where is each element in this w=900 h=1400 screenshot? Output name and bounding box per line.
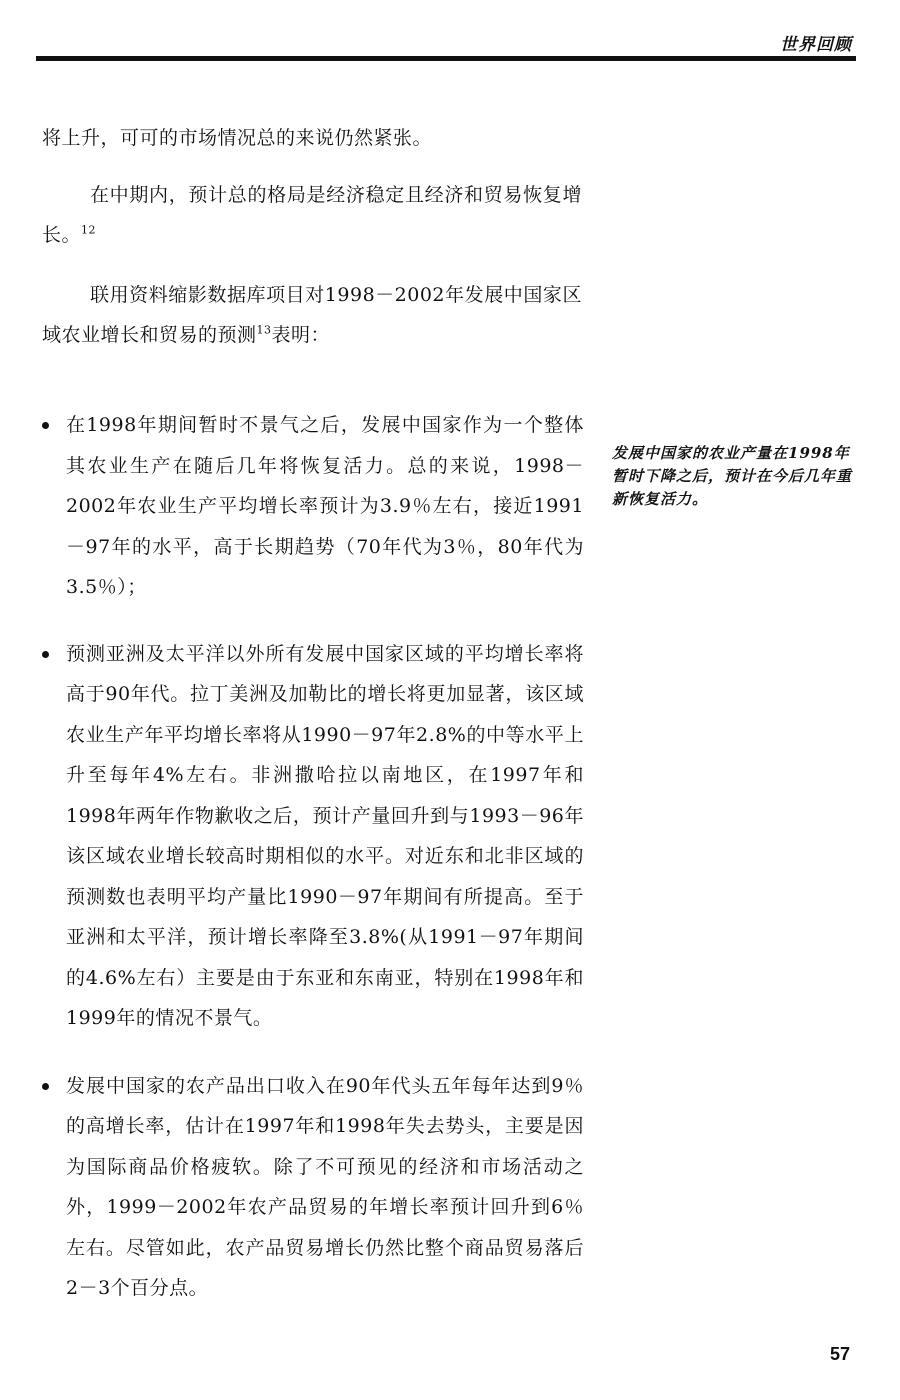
bullet-icon bbox=[42, 1083, 49, 1090]
page-number: 57 bbox=[829, 1344, 850, 1364]
header-rule bbox=[36, 56, 856, 61]
list-item-text: 在1998年期间暂时不景气之后，发展中国家作为一个整体其农业生产在随后几年将恢复活力。总的来说，1998－2002年农业生产平均增长率预计为3.9％左右，接近1991－97年的水平，高于长期趋势（70年代为3％，80年代为3.5％）； bbox=[66, 414, 584, 598]
list-item bbox=[34, 1066, 584, 1309]
bullet-icon bbox=[42, 651, 49, 658]
bullet-icon bbox=[42, 422, 49, 429]
paragraph-continuation bbox=[42, 118, 582, 158]
footnote-ref[interactable]: 12 bbox=[81, 223, 97, 237]
paragraph-text: 联用资料缩影数据库项目对1998－2002年发展中国家区域农业增长和贸易的预测 bbox=[42, 284, 582, 346]
list-item bbox=[34, 405, 584, 608]
list-item bbox=[34, 634, 584, 1039]
footnote-ref[interactable]: 13 bbox=[256, 323, 272, 337]
margin-note: 发展中国家的农业产量在1998年暂时下降之后，预计在今后几年重新恢复活力。 bbox=[612, 444, 853, 508]
paragraph-projection-intro bbox=[42, 275, 582, 355]
bullet-list bbox=[34, 405, 584, 1309]
running-header-title: 世界回顾 bbox=[780, 35, 852, 55]
paragraph-text: 表明： bbox=[271, 324, 331, 346]
list-item-text: 预测亚洲及太平洋以外所有发展中国家区域的平均增长率将高于90年代。拉丁美洲及加勒比的增长将更加显著，该区域农业生产年平均增长率将从1990－97年2.8%的中等水平上升至每年4%左右。非洲撒哈拉以南地区，在1997年和1998年两年作物歉收之后，预计产量回升到与1993－96年该区域农业增长较高时期相似的水平。对近东和北非区域的预测数也表明平均产量比1990－97年期间有所提高。至于亚洲和太平洋，预计增长率降至3.8%(从1991－97年期间的4.6%左右）主要是由于东亚和东南亚，特别在1998年和1999年的情况不景气。 bbox=[66, 642, 584, 1029]
list-item-text: 发展中国家的农产品出口收入在90年代头五年每年达到9％的高增长率，估计在1997年和1998年失去势头，主要是因为国际商品价格疲软。除了不可预见的经济和市场活动之外，1999－2002年农产品贸易的年增长率预计回升到6％左右。尽管如此，农产品贸易增长仍然比整个商品贸易落后2－3个百分点。 bbox=[66, 1074, 584, 1299]
paragraph-text: 在中期内，预计总的格局是经济稳定且经济和贸易恢复增长。 bbox=[42, 184, 582, 246]
paragraph-medium-term bbox=[42, 175, 582, 255]
paragraph-text: 将上升，可可的市场情况总的来说仍然紧张。 bbox=[42, 127, 433, 149]
